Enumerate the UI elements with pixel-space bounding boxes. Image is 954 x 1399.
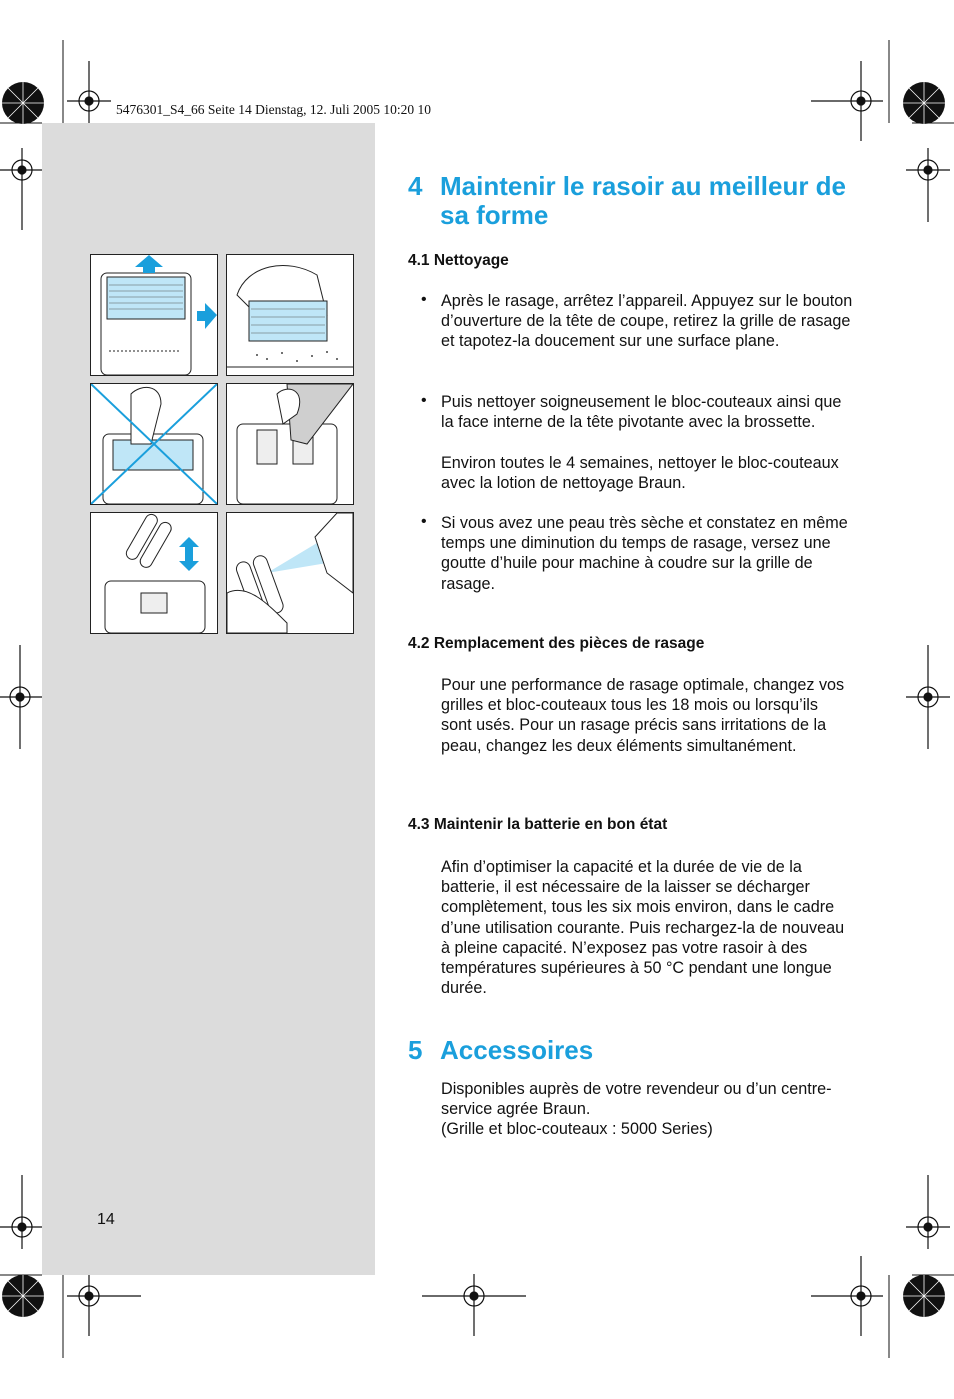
- print-header: 5476301_S4_66 Seite 14 Dienstag, 12. Juli 2005 10:20 10: [116, 102, 431, 117]
- bullet-marker: •: [421, 392, 427, 409]
- paragraph-battery: Afin d’optimiser la capacité et la durée de vie de la batterie, il est nécessaire de la laisser se décharger complètement, tous les six mois environ, dans le cadre d’une utilisation courante. Puis rechargez-la de nouveau à pleine capacité. N’exposez pas votre rasoir à des températures supérieures à 50 °C pendant une longue durée.: [441, 858, 845, 998]
- section-title: Accessoires: [440, 1035, 594, 1065]
- paragraph-cleaning-2a: Puis nettoyer soigneusement le bloc-couteaux ainsi que la face interne de la tête pivotante avec la brossette.: [441, 393, 842, 432]
- section-title: Maintenir le rasoir au meilleur de sa forme: [440, 171, 847, 230]
- figure-brush-cutter: [226, 383, 354, 505]
- section-number: 5: [408, 1035, 423, 1065]
- paragraph-replacement: Pour une performance de rasage optimale, changez vos grilles et bloc-couteaux tous les 18 mois ou lorsqu’ils sont usés. Pour un rasage précis sans irritations de la peau, changez les deux éléments simultanément.: [441, 676, 845, 755]
- figure-tap-foil: [226, 254, 354, 376]
- paragraph-accessories-series: (Grille et bloc-couteaux : 5000 Series): [441, 1120, 713, 1138]
- subsection-4-3-heading: 4.3 Maintenir la batterie en bon état: [408, 816, 668, 833]
- page-number: 14: [97, 1211, 115, 1228]
- paragraph-accessories: Disponibles auprès de votre revendeur ou d’un centre-service agrée Braun.: [441, 1080, 832, 1119]
- paragraph-cleaning-1: Après le rasage, arrêtez l’appareil. Appuyez sur le bouton d’ouverture de la tête de coupe, retirez la grille de rasage et tapotez-la doucement sur une surface plane.: [441, 292, 853, 351]
- bullet-marker: •: [421, 513, 427, 530]
- paragraph-cleaning-3: Si vous avez une peau très sèche et constatez en même temps une diminution du temps de rasage, versez une goutte d’huile pour machine à coudre sur la grille de rasage.: [441, 514, 848, 593]
- figure-wrong-brush: [90, 383, 218, 505]
- subsection-4-2-heading: 4.2 Remplacement des pièces de rasage: [408, 635, 705, 652]
- paragraph-cleaning-2b: Environ toutes le 4 semaines, nettoyer le bloc-couteaux avec la lotion de nettoyage Braun.: [441, 454, 839, 493]
- figure-remove-foil: [90, 254, 218, 376]
- figure-oil-drop: [226, 512, 354, 634]
- section-number: 4: [408, 171, 423, 201]
- bullet-marker: •: [421, 291, 427, 308]
- subsection-4-1-heading: 4.1 Nettoyage: [408, 252, 509, 269]
- figure-replace-cutter: [90, 512, 218, 634]
